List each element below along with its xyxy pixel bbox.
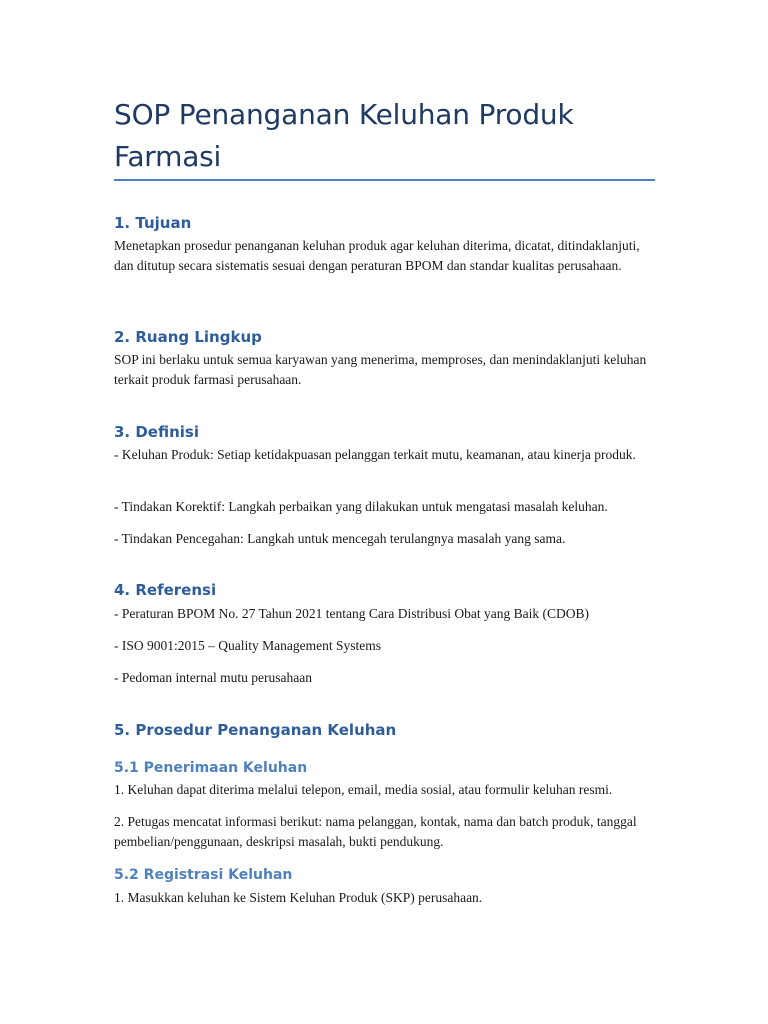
section-heading-ruang-lingkup: 2. Ruang Lingkup xyxy=(114,328,262,346)
section-heading-referensi: 4. Referensi xyxy=(114,581,217,599)
section-body-tujuan: Menetapkan prosedur penanganan keluhan produk agar keluhan diterima, dicatat, ditindaklanjuti, dan ditutup secara sistematis sesuai dengan peraturan BPOM dan standar kualitas perusahaan. xyxy=(114,238,640,273)
section-heading-prosedur: 5. Prosedur Penanganan Keluhan xyxy=(114,721,397,739)
penerimaan-item: 1. Keluhan dapat diterima melalui telepon, email, media sosial, atau formulir keluhan resmi. xyxy=(114,782,613,797)
section-body-ruang-lingkup: SOP ini berlaku untuk semua karyawan yang menerima, memproses, dan menindaklanjuti keluhan terkait produk farmasi perusahaan. xyxy=(114,352,647,387)
title-divider xyxy=(114,179,655,181)
definisi-item: - Keluhan Produk: Setiap ketidakpuasan pelanggan terkait mutu, keamanan, atau kinerja produk. xyxy=(114,447,636,462)
registrasi-item: 1. Masukkan keluhan ke Sistem Keluhan Produk (SKP) perusahaan. xyxy=(114,890,483,905)
subsection-heading-registrasi: 5.2 Registrasi Keluhan xyxy=(114,867,293,883)
referensi-item: - Pedoman internal mutu perusahaan xyxy=(114,670,312,685)
document-title: SOP Penanganan Keluhan Produk Farmasi xyxy=(114,98,574,173)
definisi-item: - Tindakan Korektif: Langkah perbaikan yang dilakukan untuk mengatasi masalah keluhan. xyxy=(114,499,608,514)
referensi-item: - ISO 9001:2015 – Quality Management Systems xyxy=(114,638,381,653)
section-heading-tujuan: 1. Tujuan xyxy=(114,214,192,232)
definisi-item: - Tindakan Pencegahan: Langkah untuk mencegah terulangnya masalah yang sama. xyxy=(114,531,566,546)
subsection-heading-penerimaan: 5.1 Penerimaan Keluhan xyxy=(114,760,308,776)
penerimaan-item: 2. Petugas mencatat informasi berikut: nama pelanggan, kontak, nama dan batch produk, tanggal pembelian/penggunaan, deskripsi masalah, bukti pendukung. xyxy=(114,814,637,849)
referensi-item: - Peraturan BPOM No. 27 Tahun 2021 tentang Cara Distribusi Obat yang Baik (CDOB) xyxy=(114,606,589,621)
section-heading-definisi: 3. Definisi xyxy=(114,423,199,441)
